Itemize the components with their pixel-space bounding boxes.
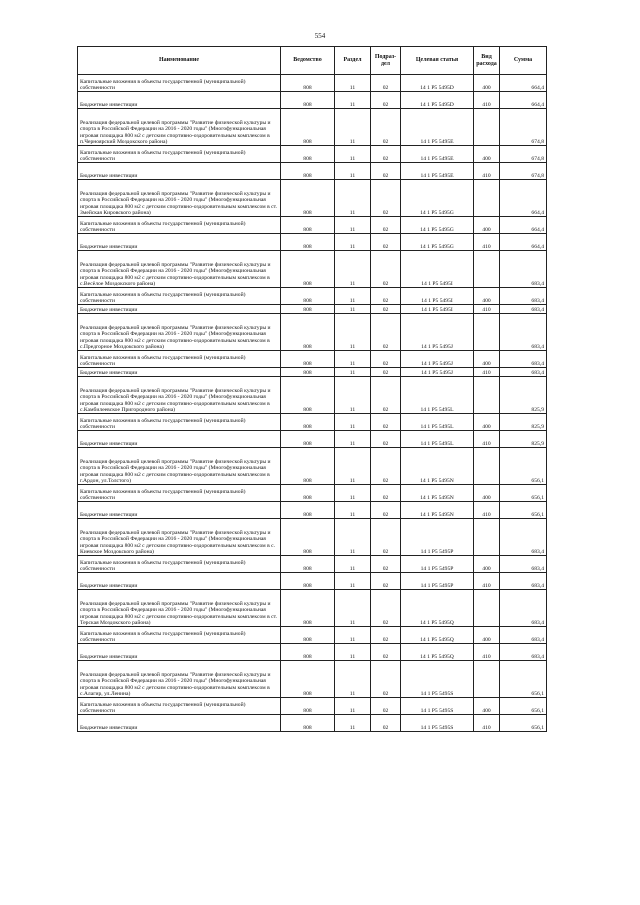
row-sum-cell: 674,8	[500, 109, 547, 146]
row-department-cell: 808	[281, 556, 335, 573]
table-row	[78, 502, 547, 519]
row-name-cell: Реализация федеральной целевой программы "Развитие физической культуры и спорта в Российской Федерации на 2016 - 2020 годы" (Многофункциональная игровая площадка 800 м2 с детским спортивно-оздоровительным комплексом в г.Ардон, ул.Толстого)	[78, 448, 281, 485]
table-row	[78, 92, 547, 109]
row-section-cell: 11	[335, 431, 371, 448]
row-target-item-cell: 14 1 P5 5495L	[401, 377, 474, 414]
row-department-cell: 808	[281, 288, 335, 305]
row-sum-cell: 656,1	[500, 485, 547, 502]
row-expense-type-cell: 400	[474, 288, 500, 305]
row-target-item-cell: 14 1 P5 5495S	[401, 661, 474, 698]
row-target-item-cell: 14 1 P5 5495E	[401, 146, 474, 163]
row-section-cell: 11	[335, 146, 371, 163]
row-sum-cell: 683,4	[500, 519, 547, 556]
row-department-cell: 808	[281, 251, 335, 288]
row-sum-cell: 683,4	[500, 644, 547, 661]
row-sum-cell: 664,4	[500, 92, 547, 109]
row-subsection-cell: 02	[371, 627, 401, 644]
row-target-item-cell: 14 1 P5 5495S	[401, 698, 474, 715]
row-section-cell: 11	[335, 661, 371, 698]
row-expense-type-cell: 400	[474, 485, 500, 502]
row-target-item-cell: 14 1 P5 5495N	[401, 448, 474, 485]
row-target-item-cell: 14 1 P5 5495I	[401, 251, 474, 288]
row-expense-type-cell: 410	[474, 644, 500, 661]
row-target-item-cell: 14 1 P5 5495G	[401, 180, 474, 217]
row-department-cell: 808	[281, 485, 335, 502]
row-section-cell: 11	[335, 573, 371, 590]
row-subsection-cell: 02	[371, 368, 401, 377]
row-name-cell: Капитальные вложения в объекты государственной (муниципальной) собственности	[78, 485, 281, 502]
table-row	[78, 377, 547, 414]
row-department-cell: 808	[281, 715, 335, 732]
row-expense-type-cell: 400	[474, 414, 500, 431]
table-row	[78, 75, 547, 92]
row-sum-cell: 664,4	[500, 180, 547, 217]
row-name-cell: Реализация федеральной целевой программы "Развитие физической культуры и спорта в Российской Федерации на 2016 - 2020 годы" (Многофункциональная игровая площадка 800 м2 с детским спортивно-оздоровительным комплексом в ст. Терская Моздокского района)	[78, 590, 281, 627]
table-row	[78, 288, 547, 305]
row-name-cell: Бюджетные инвестиции	[78, 368, 281, 377]
row-expense-type-cell	[474, 180, 500, 217]
row-sum-cell: 664,4	[500, 234, 547, 251]
row-target-item-cell: 14 1 P5 5495S	[401, 715, 474, 732]
row-target-item-cell: 14 1 P5 5495G	[401, 217, 474, 234]
row-subsection-cell: 02	[371, 180, 401, 217]
row-expense-type-cell: 410	[474, 368, 500, 377]
row-target-item-cell: 14 1 P5 5495I	[401, 305, 474, 314]
row-sum-cell: 683,4	[500, 314, 547, 351]
row-expense-type-cell: 400	[474, 75, 500, 92]
row-department-cell: 808	[281, 314, 335, 351]
row-target-item-cell: 14 1 P5 5495P	[401, 556, 474, 573]
table-body	[78, 75, 547, 732]
header-expense-type: Вид расхода	[474, 47, 500, 75]
row-name-cell: Капитальные вложения в объекты государственной (муниципальной) собственности	[78, 556, 281, 573]
row-department-cell: 808	[281, 590, 335, 627]
row-expense-type-cell: 410	[474, 715, 500, 732]
row-target-item-cell: 14 1 P5 5495G	[401, 234, 474, 251]
table-row	[78, 109, 547, 146]
page-number: 554	[314, 32, 326, 40]
table-row	[78, 698, 547, 715]
header-sum: Сумма	[500, 47, 547, 75]
row-expense-type-cell	[474, 251, 500, 288]
row-target-item-cell: 14 1 P5 5495J	[401, 368, 474, 377]
row-subsection-cell: 02	[371, 519, 401, 556]
row-expense-type-cell: 410	[474, 502, 500, 519]
table-row	[78, 661, 547, 698]
row-department-cell: 808	[281, 217, 335, 234]
header-row	[78, 47, 547, 75]
table-row	[78, 414, 547, 431]
row-section-cell: 11	[335, 368, 371, 377]
row-subsection-cell: 02	[371, 698, 401, 715]
row-sum-cell: 825,9	[500, 431, 547, 448]
header-name: Наименование	[78, 47, 281, 75]
table-row	[78, 590, 547, 627]
row-sum-cell: 825,9	[500, 414, 547, 431]
row-department-cell: 808	[281, 305, 335, 314]
table-row	[78, 556, 547, 573]
row-expense-type-cell: 410	[474, 234, 500, 251]
row-section-cell: 11	[335, 698, 371, 715]
row-name-cell: Реализация федеральной целевой программы "Развитие физической культуры и спорта в Российской Федерации на 2016 - 2020 годы" (Многофункциональная игровая площадка 800 м2 с детским спортивно-оздоровительным комплексом в ст. Змейская Кировского района)	[78, 180, 281, 217]
row-department-cell: 808	[281, 519, 335, 556]
row-target-item-cell: 14 1 P5 5495E	[401, 109, 474, 146]
row-subsection-cell: 02	[371, 715, 401, 732]
row-section-cell: 11	[335, 627, 371, 644]
row-name-cell: Капитальные вложения в объекты государственной (муниципальной) собственности	[78, 414, 281, 431]
row-subsection-cell: 02	[371, 485, 401, 502]
row-name-cell: Бюджетные инвестиции	[78, 502, 281, 519]
row-name-cell: Капитальные вложения в объекты государственной (муниципальной) собственности	[78, 627, 281, 644]
table-row	[78, 217, 547, 234]
table-row	[78, 644, 547, 661]
row-subsection-cell: 02	[371, 448, 401, 485]
row-subsection-cell: 02	[371, 163, 401, 180]
row-target-item-cell: 14 1 P5 5495P	[401, 573, 474, 590]
row-sum-cell: 683,4	[500, 573, 547, 590]
row-expense-type-cell: 400	[474, 556, 500, 573]
row-subsection-cell: 02	[371, 414, 401, 431]
row-target-item-cell: 14 1 P5 5495N	[401, 485, 474, 502]
row-subsection-cell: 02	[371, 573, 401, 590]
row-name-cell: Бюджетные инвестиции	[78, 305, 281, 314]
row-target-item-cell: 14 1 P5 5495D	[401, 75, 474, 92]
row-department-cell: 808	[281, 661, 335, 698]
row-expense-type-cell: 410	[474, 431, 500, 448]
row-name-cell: Реализация федеральной целевой программы "Развитие физической культуры и спорта в Российской Федерации на 2016 - 2020 годы" (Многофункциональная игровая площадка 800 м2 с детским спортивно-оздоровительным комплексом в с.Камбилеевское Пригородного района)	[78, 377, 281, 414]
row-name-cell: Реализация федеральной целевой программы "Развитие физической культуры и спорта в Российской Федерации на 2016 - 2020 годы" (Многофункциональная игровая площадка 800 м2 с детским спортивно-оздоровительным комплексом в п.Черноярский Моздокского района)	[78, 109, 281, 146]
row-department-cell: 808	[281, 75, 335, 92]
row-section-cell: 11	[335, 92, 371, 109]
row-name-cell: Реализация федеральной целевой программы "Развитие физической культуры и спорта в Российской Федерации на 2016 - 2020 годы" (Многофункциональная игровая площадка 800 м2 с детским спортивно-оздоровительным комплексом в с. Киевское Моздокского района)	[78, 519, 281, 556]
row-sum-cell: 664,4	[500, 217, 547, 234]
table-header	[78, 47, 547, 75]
row-sum-cell: 683,4	[500, 351, 547, 368]
row-department-cell: 808	[281, 377, 335, 414]
row-department-cell: 808	[281, 573, 335, 590]
row-expense-type-cell	[474, 590, 500, 627]
row-section-cell: 11	[335, 75, 371, 92]
row-department-cell: 808	[281, 644, 335, 661]
row-section-cell: 11	[335, 217, 371, 234]
row-department-cell: 808	[281, 146, 335, 163]
row-expense-type-cell: 400	[474, 146, 500, 163]
row-expense-type-cell: 410	[474, 163, 500, 180]
row-section-cell: 11	[335, 519, 371, 556]
row-section-cell: 11	[335, 414, 371, 431]
row-name-cell: Капитальные вложения в объекты государственной (муниципальной) собственности	[78, 146, 281, 163]
row-section-cell: 11	[335, 377, 371, 414]
row-department-cell: 808	[281, 180, 335, 217]
row-target-item-cell: 14 1 P5 5495Q	[401, 627, 474, 644]
row-name-cell: Бюджетные инвестиции	[78, 92, 281, 109]
table-row	[78, 163, 547, 180]
row-section-cell: 11	[335, 234, 371, 251]
row-name-cell: Реализация федеральной целевой программы "Развитие физической культуры и спорта в Российской Федерации на 2016 - 2020 годы" (Многофункциональная игровая площадка 800 м2 с детским спортивно-оздоровительным комплексом в с.Весёлое Моздокского района)	[78, 251, 281, 288]
row-expense-type-cell	[474, 519, 500, 556]
row-subsection-cell: 02	[371, 109, 401, 146]
row-sum-cell: 683,4	[500, 368, 547, 377]
row-target-item-cell: 14 1 P5 5495J	[401, 314, 474, 351]
row-expense-type-cell: 400	[474, 217, 500, 234]
row-department-cell: 808	[281, 502, 335, 519]
table-row	[78, 251, 547, 288]
row-sum-cell: 683,4	[500, 590, 547, 627]
row-expense-type-cell	[474, 377, 500, 414]
row-sum-cell: 656,1	[500, 661, 547, 698]
row-subsection-cell: 02	[371, 644, 401, 661]
row-subsection-cell: 02	[371, 556, 401, 573]
row-name-cell: Бюджетные инвестиции	[78, 644, 281, 661]
row-expense-type-cell	[474, 109, 500, 146]
row-department-cell: 808	[281, 368, 335, 377]
row-department-cell: 808	[281, 234, 335, 251]
row-subsection-cell: 02	[371, 502, 401, 519]
row-section-cell: 11	[335, 109, 371, 146]
table-row	[78, 448, 547, 485]
row-name-cell: Бюджетные инвестиции	[78, 715, 281, 732]
row-section-cell: 11	[335, 351, 371, 368]
row-department-cell: 808	[281, 92, 335, 109]
header-section: Раздел	[335, 47, 371, 75]
row-subsection-cell: 02	[371, 351, 401, 368]
table-row	[78, 368, 547, 377]
row-target-item-cell: 14 1 P5 5495L	[401, 431, 474, 448]
row-sum-cell: 683,4	[500, 627, 547, 644]
row-subsection-cell: 02	[371, 314, 401, 351]
row-sum-cell: 683,4	[500, 251, 547, 288]
table-row	[78, 146, 547, 163]
table-row	[78, 314, 547, 351]
row-name-cell: Капитальные вложения в объекты государственной (муниципальной) собственности	[78, 288, 281, 305]
table-row	[78, 485, 547, 502]
row-section-cell: 11	[335, 305, 371, 314]
row-expense-type-cell	[474, 448, 500, 485]
table-row	[78, 431, 547, 448]
row-target-item-cell: 14 1 P5 5495I	[401, 288, 474, 305]
row-section-cell: 11	[335, 448, 371, 485]
row-department-cell: 808	[281, 163, 335, 180]
row-name-cell: Капитальные вложения в объекты государственной (муниципальной) собственности	[78, 351, 281, 368]
row-target-item-cell: 14 1 P5 5495N	[401, 502, 474, 519]
row-target-item-cell: 14 1 P5 5495P	[401, 519, 474, 556]
row-section-cell: 11	[335, 556, 371, 573]
row-department-cell: 808	[281, 698, 335, 715]
row-subsection-cell: 02	[371, 217, 401, 234]
row-sum-cell: 664,4	[500, 75, 547, 92]
table-row	[78, 627, 547, 644]
header-subsection: Подраз-дел	[371, 47, 401, 75]
row-department-cell: 808	[281, 109, 335, 146]
row-subsection-cell: 02	[371, 377, 401, 414]
row-department-cell: 808	[281, 414, 335, 431]
row-subsection-cell: 02	[371, 75, 401, 92]
row-name-cell: Бюджетные инвестиции	[78, 234, 281, 251]
row-sum-cell: 683,4	[500, 556, 547, 573]
table-row	[78, 180, 547, 217]
row-target-item-cell: 14 1 P5 5495Q	[401, 644, 474, 661]
table-row	[78, 715, 547, 732]
row-subsection-cell: 02	[371, 146, 401, 163]
row-name-cell: Капитальные вложения в объекты государственной (муниципальной) собственности	[78, 75, 281, 92]
row-target-item-cell: 14 1 P5 5495L	[401, 414, 474, 431]
row-section-cell: 11	[335, 502, 371, 519]
row-section-cell: 11	[335, 180, 371, 217]
row-expense-type-cell: 410	[474, 305, 500, 314]
row-sum-cell: 683,4	[500, 288, 547, 305]
table-row	[78, 305, 547, 314]
row-subsection-cell: 02	[371, 305, 401, 314]
row-section-cell: 11	[335, 590, 371, 627]
row-department-cell: 808	[281, 448, 335, 485]
row-name-cell: Бюджетные инвестиции	[78, 163, 281, 180]
table-row	[78, 573, 547, 590]
row-sum-cell: 656,1	[500, 698, 547, 715]
row-target-item-cell: 14 1 P5 5495D	[401, 92, 474, 109]
row-sum-cell: 674,8	[500, 146, 547, 163]
row-subsection-cell: 02	[371, 251, 401, 288]
row-sum-cell: 656,1	[500, 448, 547, 485]
header-target-item: Целевая статья	[401, 47, 474, 75]
row-section-cell: 11	[335, 485, 371, 502]
row-target-item-cell: 14 1 P5 5495J	[401, 351, 474, 368]
row-sum-cell: 656,1	[500, 715, 547, 732]
row-expense-type-cell	[474, 314, 500, 351]
row-subsection-cell: 02	[371, 661, 401, 698]
row-sum-cell: 683,4	[500, 305, 547, 314]
row-subsection-cell: 02	[371, 590, 401, 627]
row-section-cell: 11	[335, 314, 371, 351]
row-section-cell: 11	[335, 163, 371, 180]
row-subsection-cell: 02	[371, 234, 401, 251]
row-sum-cell: 825,9	[500, 377, 547, 414]
row-sum-cell: 674,8	[500, 163, 547, 180]
row-name-cell: Реализация федеральной целевой программы "Развитие физической культуры и спорта в Российской Федерации на 2016 - 2020 годы" (Многофункциональная игровая площадка 800 м2 с детским спортивно-оздоровительным комплексом в с.Алагир, ул.Ленина)	[78, 661, 281, 698]
row-section-cell: 11	[335, 251, 371, 288]
row-subsection-cell: 02	[371, 288, 401, 305]
row-expense-type-cell: 400	[474, 698, 500, 715]
row-name-cell: Бюджетные инвестиции	[78, 573, 281, 590]
row-sum-cell: 656,1	[500, 502, 547, 519]
row-department-cell: 808	[281, 431, 335, 448]
row-name-cell: Реализация федеральной целевой программы "Развитие физической культуры и спорта в Российской Федерации на 2016 - 2020 годы" (Многофункциональная игровая площадка 800 м2 с детским спортивно-оздоровительным комплексом в с.Предгорное Моздокского района)	[78, 314, 281, 351]
row-expense-type-cell: 400	[474, 627, 500, 644]
row-department-cell: 808	[281, 627, 335, 644]
row-expense-type-cell: 400	[474, 351, 500, 368]
header-department: Ведомство	[281, 47, 335, 75]
row-target-item-cell: 14 1 P5 5495Q	[401, 590, 474, 627]
table-row	[78, 351, 547, 368]
row-name-cell: Бюджетные инвестиции	[78, 431, 281, 448]
row-expense-type-cell: 410	[474, 573, 500, 590]
row-expense-type-cell	[474, 661, 500, 698]
row-section-cell: 11	[335, 715, 371, 732]
row-target-item-cell: 14 1 P5 5495E	[401, 163, 474, 180]
budget-table	[77, 46, 547, 732]
row-department-cell: 808	[281, 351, 335, 368]
row-section-cell: 11	[335, 644, 371, 661]
row-subsection-cell: 02	[371, 431, 401, 448]
row-name-cell: Капитальные вложения в объекты государственной (муниципальной) собственности	[78, 217, 281, 234]
row-expense-type-cell: 410	[474, 92, 500, 109]
table-row	[78, 519, 547, 556]
row-name-cell: Капитальные вложения в объекты государственной (муниципальной) собственности	[78, 698, 281, 715]
row-subsection-cell: 02	[371, 92, 401, 109]
row-section-cell: 11	[335, 288, 371, 305]
table-row	[78, 234, 547, 251]
